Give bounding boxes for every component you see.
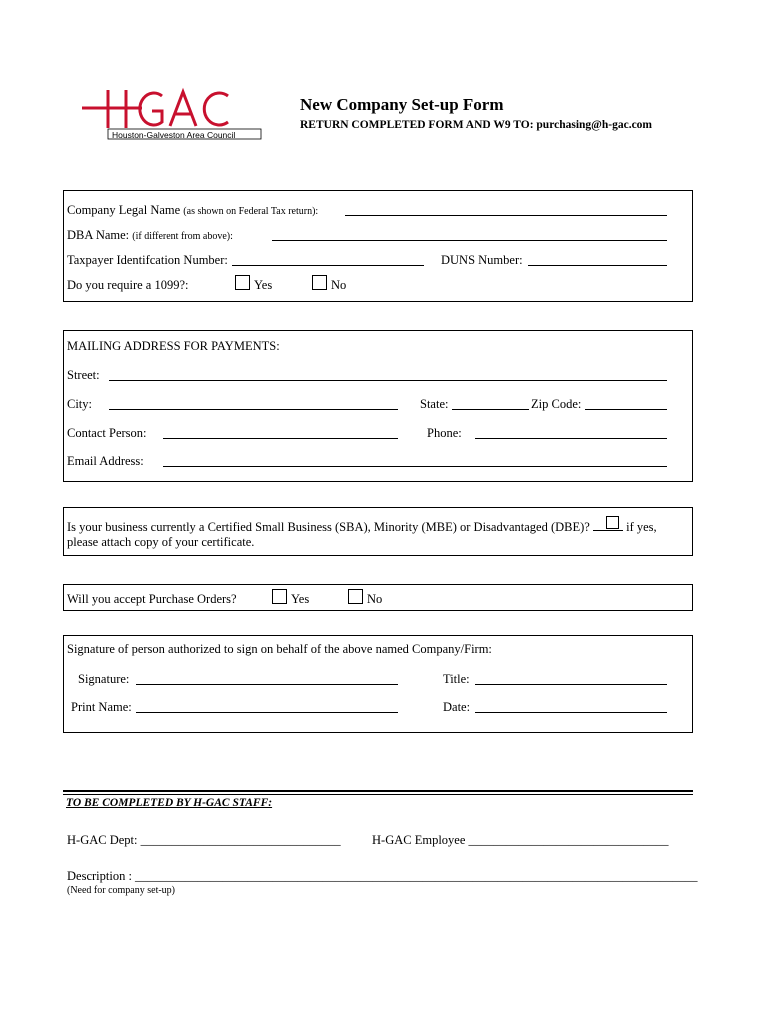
legal-name-field[interactable] [345,215,667,216]
purchase-orders-no-label: No [367,592,383,606]
zip-field[interactable] [585,409,667,410]
tin-field[interactable] [232,265,424,266]
signature-heading: Signature of person authorized to sign on behalf of the above named Company/Firm: [67,642,492,656]
legal-name-label: Company Legal Name (as shown on Federal Tax return): [67,203,319,217]
dba-field[interactable] [272,240,667,241]
staff-divider-thin [63,794,693,795]
city-label: City: [67,397,93,411]
purchase-orders-label: Will you accept Purchase Orders? [67,592,237,606]
form-title: New Company Set-up Form [300,95,504,114]
street-field[interactable] [109,380,667,381]
return-instructions: RETURN COMPLETED FORM AND W9 TO: purchasing@h-gac.com [300,119,652,131]
email-field[interactable] [163,466,667,467]
staff-description[interactable]: Description : __________________________________________________________________________________________ [67,869,698,883]
purchase-orders-yes-label: Yes [291,592,310,606]
purchase-orders-yes-checkbox[interactable] [272,589,287,604]
form1099-yes-checkbox[interactable] [235,275,250,290]
print-name-field[interactable] [136,712,398,713]
staff-description-note: (Need for company set-up) [67,885,176,896]
certification-instruction: please attach copy of your certificate. [67,535,255,549]
staff-employee[interactable]: H-GAC Employee ________________________________ [372,833,669,847]
phone-field[interactable] [475,438,667,439]
staff-dept[interactable]: H-GAC Dept: ________________________________ [67,833,341,847]
state-label: State: [420,397,449,411]
contact-field[interactable] [163,438,398,439]
print-name-label: Print Name: [71,700,132,714]
title-field[interactable] [475,684,667,685]
certification-checkbox[interactable] [606,516,619,529]
email-label: Email Address: [67,454,144,468]
hgac-logo [78,84,263,142]
signature-label: Signature: [78,672,130,686]
tin-label: Taxpayer Identifcation Number: [67,253,228,267]
date-label: Date: [443,700,471,714]
form1099-no-label: No [331,278,347,292]
zip-label: Zip Code: [531,397,582,411]
duns-field[interactable] [528,265,667,266]
dba-label: DBA Name: (if different from above): [67,228,233,242]
title-label: Title: [443,672,470,686]
duns-label: DUNS Number: [441,253,523,267]
street-label: Street: [67,368,100,382]
certification-question: Is your business currently a Certified Small Business (SBA), Minority (MBE) or Disadvantaged (DBE)? if yes, [67,520,657,534]
form1099-no-checkbox[interactable] [312,275,327,290]
staff-heading: TO BE COMPLETED BY H-GAC STAFF: [66,797,273,809]
state-field[interactable] [452,409,529,410]
date-field[interactable] [475,712,667,713]
purchase-orders-no-checkbox[interactable] [348,589,363,604]
certification-blank[interactable] [593,520,623,531]
form1099-label: Do you require a 1099?: [67,278,189,292]
signature-field[interactable] [136,684,398,685]
form1099-yes-label: Yes [254,278,273,292]
mailing-heading: MAILING ADDRESS FOR PAYMENTS: [67,339,280,353]
contact-label: Contact Person: [67,426,147,440]
phone-label: Phone: [427,426,462,440]
city-field[interactable] [109,409,398,410]
logo-caption: Houston-Galveston Area Council [112,130,236,140]
staff-divider [63,790,693,792]
